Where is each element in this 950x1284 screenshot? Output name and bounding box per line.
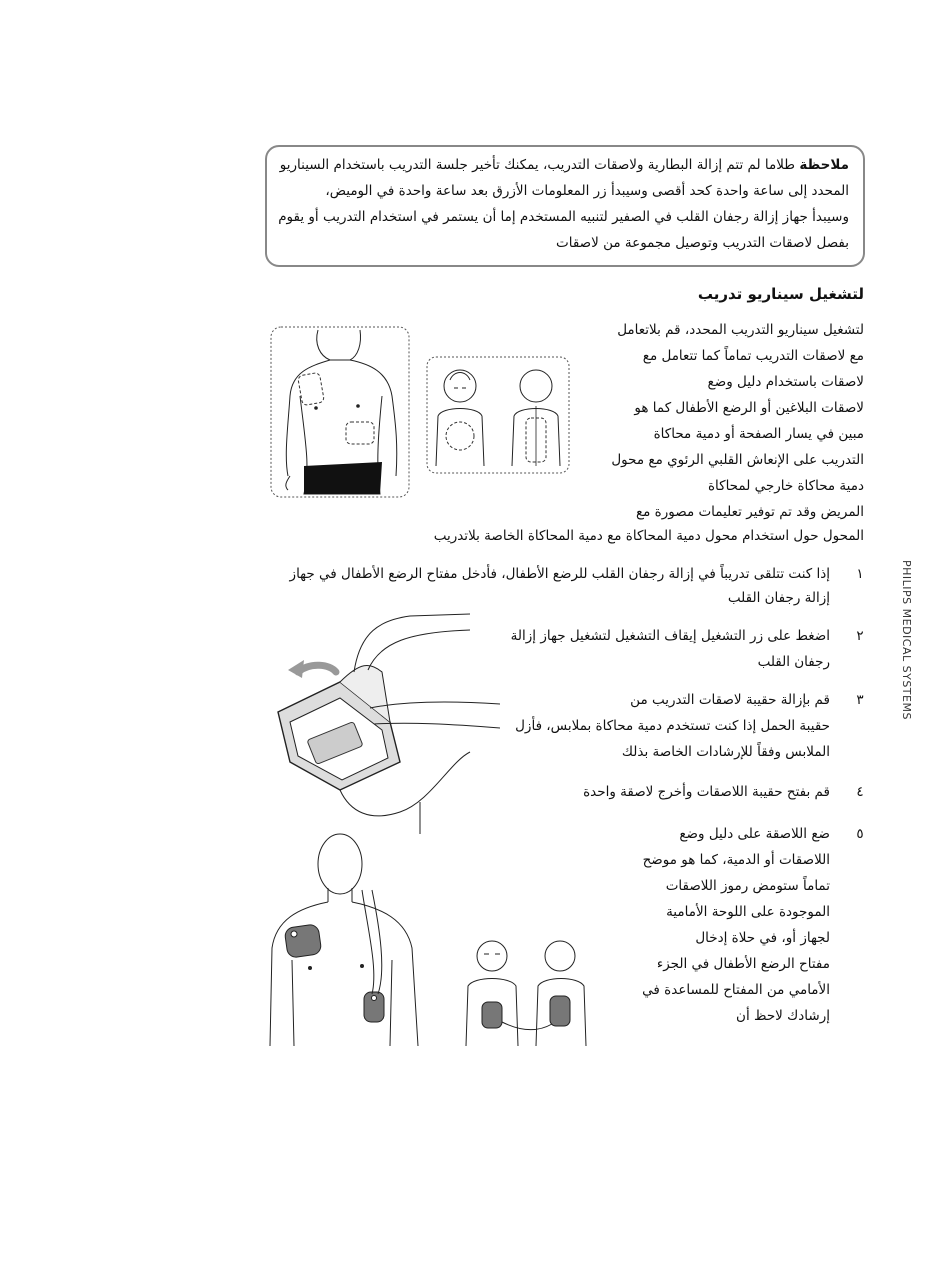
step-number-5: ٥ xyxy=(856,826,864,842)
note-label: ملاحظة xyxy=(799,157,849,173)
intro-line-9: المحول حول استخدام محول دمية المحاكاة مع دمية المحاكاة الخاصة بلاتدريب xyxy=(433,528,864,544)
intro-line-5: مبين في يسار الصفحة أو دمية محاكاة xyxy=(653,426,864,442)
step-2-line-2: رجفان القلب xyxy=(757,654,830,670)
step-5-line-3: تماماً ستومض رموز اللاصقات xyxy=(665,878,830,894)
adult-pads-illustration xyxy=(268,830,420,1048)
step-5-line-5: لجهاز أو، في حلاة إدخال xyxy=(695,930,830,946)
infant-placement-guide-figure xyxy=(426,356,570,474)
step-4-line-1: قم بفتح حقيبة اللاصقات وأخرج لاصقة واحدة xyxy=(583,784,830,800)
step-number-3: ٣ xyxy=(856,692,864,708)
note-line-4: بفصل لاصقات التدريب وتوصيل مجموعة من لاصقات xyxy=(556,235,849,251)
adult-torso-illustration xyxy=(270,326,410,498)
intro-line-6: التدريب على الإنعاش القلبي الرئوي مع محول xyxy=(611,452,864,468)
intro-line-3: لاصقات باستخدام دليل وضع xyxy=(707,374,864,390)
step-number-1: ١ xyxy=(856,566,864,582)
adult-placement-guide-figure xyxy=(270,326,410,498)
step-1-line-1: إذا كنت تتلقى تدريباً في إزالة رجفان القلب للرضع الأطفال، فأدخل مفتاح الرضع الأطفال في جهاز xyxy=(289,566,830,582)
note-line-3: وسيبدأ جهاز إزالة رجفان القلب في الصفير لتنبيه المستخدم إما أن يستمر في استخدام التدريب أو يقوم xyxy=(278,209,849,225)
step-number-2: ٢ xyxy=(856,628,864,644)
step-5-line-7: الأمامي من المفتاح للمساعدة في xyxy=(642,982,830,998)
sidebar-brand: PHILIPS MEDICAL SYSTEMS xyxy=(900,560,913,720)
infant-pads-figure xyxy=(462,932,592,1048)
step-5-line-8: إرشادك لاحظ أن xyxy=(736,1008,830,1024)
step-5-line-4: الموجودة على اللوحة الأمامية xyxy=(666,904,830,920)
step-number-4: ٤ xyxy=(856,784,864,800)
step-3-line-3: الملابس وفقاً للإرشادات الخاصة بذلك xyxy=(621,744,830,760)
infant-pads-illustration xyxy=(462,932,592,1048)
intro-line-1: لتشغيل سيناريو التدريب المحدد، قم بلاتعامل xyxy=(617,322,864,338)
intro-line-4: لاصقات البلاغين أو الرضع الأطفال كما هو xyxy=(634,400,864,416)
adult-pads-figure xyxy=(268,830,420,1048)
note-line-2: المحدد إلى ساعة واحدة كحد أقصى وسيبدأ زر المعلومات الأزرق بعد ساعة واحدة في الوميض، xyxy=(325,183,849,199)
section-title: لتشغيل سيناريو تدريب xyxy=(697,285,864,303)
intro-line-8: المريض وقد تم توفير تعليمات مصورة مع xyxy=(635,504,864,520)
step-2-line-1: اضغط على زر التشغيل إيقاف التشغيل لتشغيل جهاز إزالة xyxy=(510,628,830,644)
step-5-line-1: ضع اللاصقة على دليل وضع xyxy=(679,826,830,842)
step-3-line-1: قم بإزالة حقيبة لاصقات التدريب من xyxy=(630,692,830,708)
defibrillator-illustration xyxy=(270,612,500,836)
step-1-line-2: إزالة رجفان القلب xyxy=(727,590,830,606)
defibrillator-figure xyxy=(270,612,500,836)
step-3-line-2: حقيبة الحمل إذا كنت تستخدم دمية محاكاة بملابس، فأزل xyxy=(515,718,830,734)
step-5-line-6: مفتاح الرضع الأطفال في الجزء xyxy=(656,956,830,972)
intro-line-2: مع لاصقات التدريب تماماً كما تتعامل مع xyxy=(642,348,864,364)
note-line-1: ملاحظة طلاما لم تتم إزالة البطارية ولاصقات التدريب، يمكنك تأخير جلسة التدريب باستخدام السيناريو xyxy=(279,157,849,173)
step-5-line-2: اللاصقات أو الدمية، كما هو موضح xyxy=(642,852,830,868)
infant-front-back-illustration xyxy=(426,356,570,474)
intro-line-7: دمية محاكاة خارجي لمحاكاة xyxy=(707,478,864,494)
note-box xyxy=(265,145,865,267)
lift-arrow-icon xyxy=(298,665,336,672)
